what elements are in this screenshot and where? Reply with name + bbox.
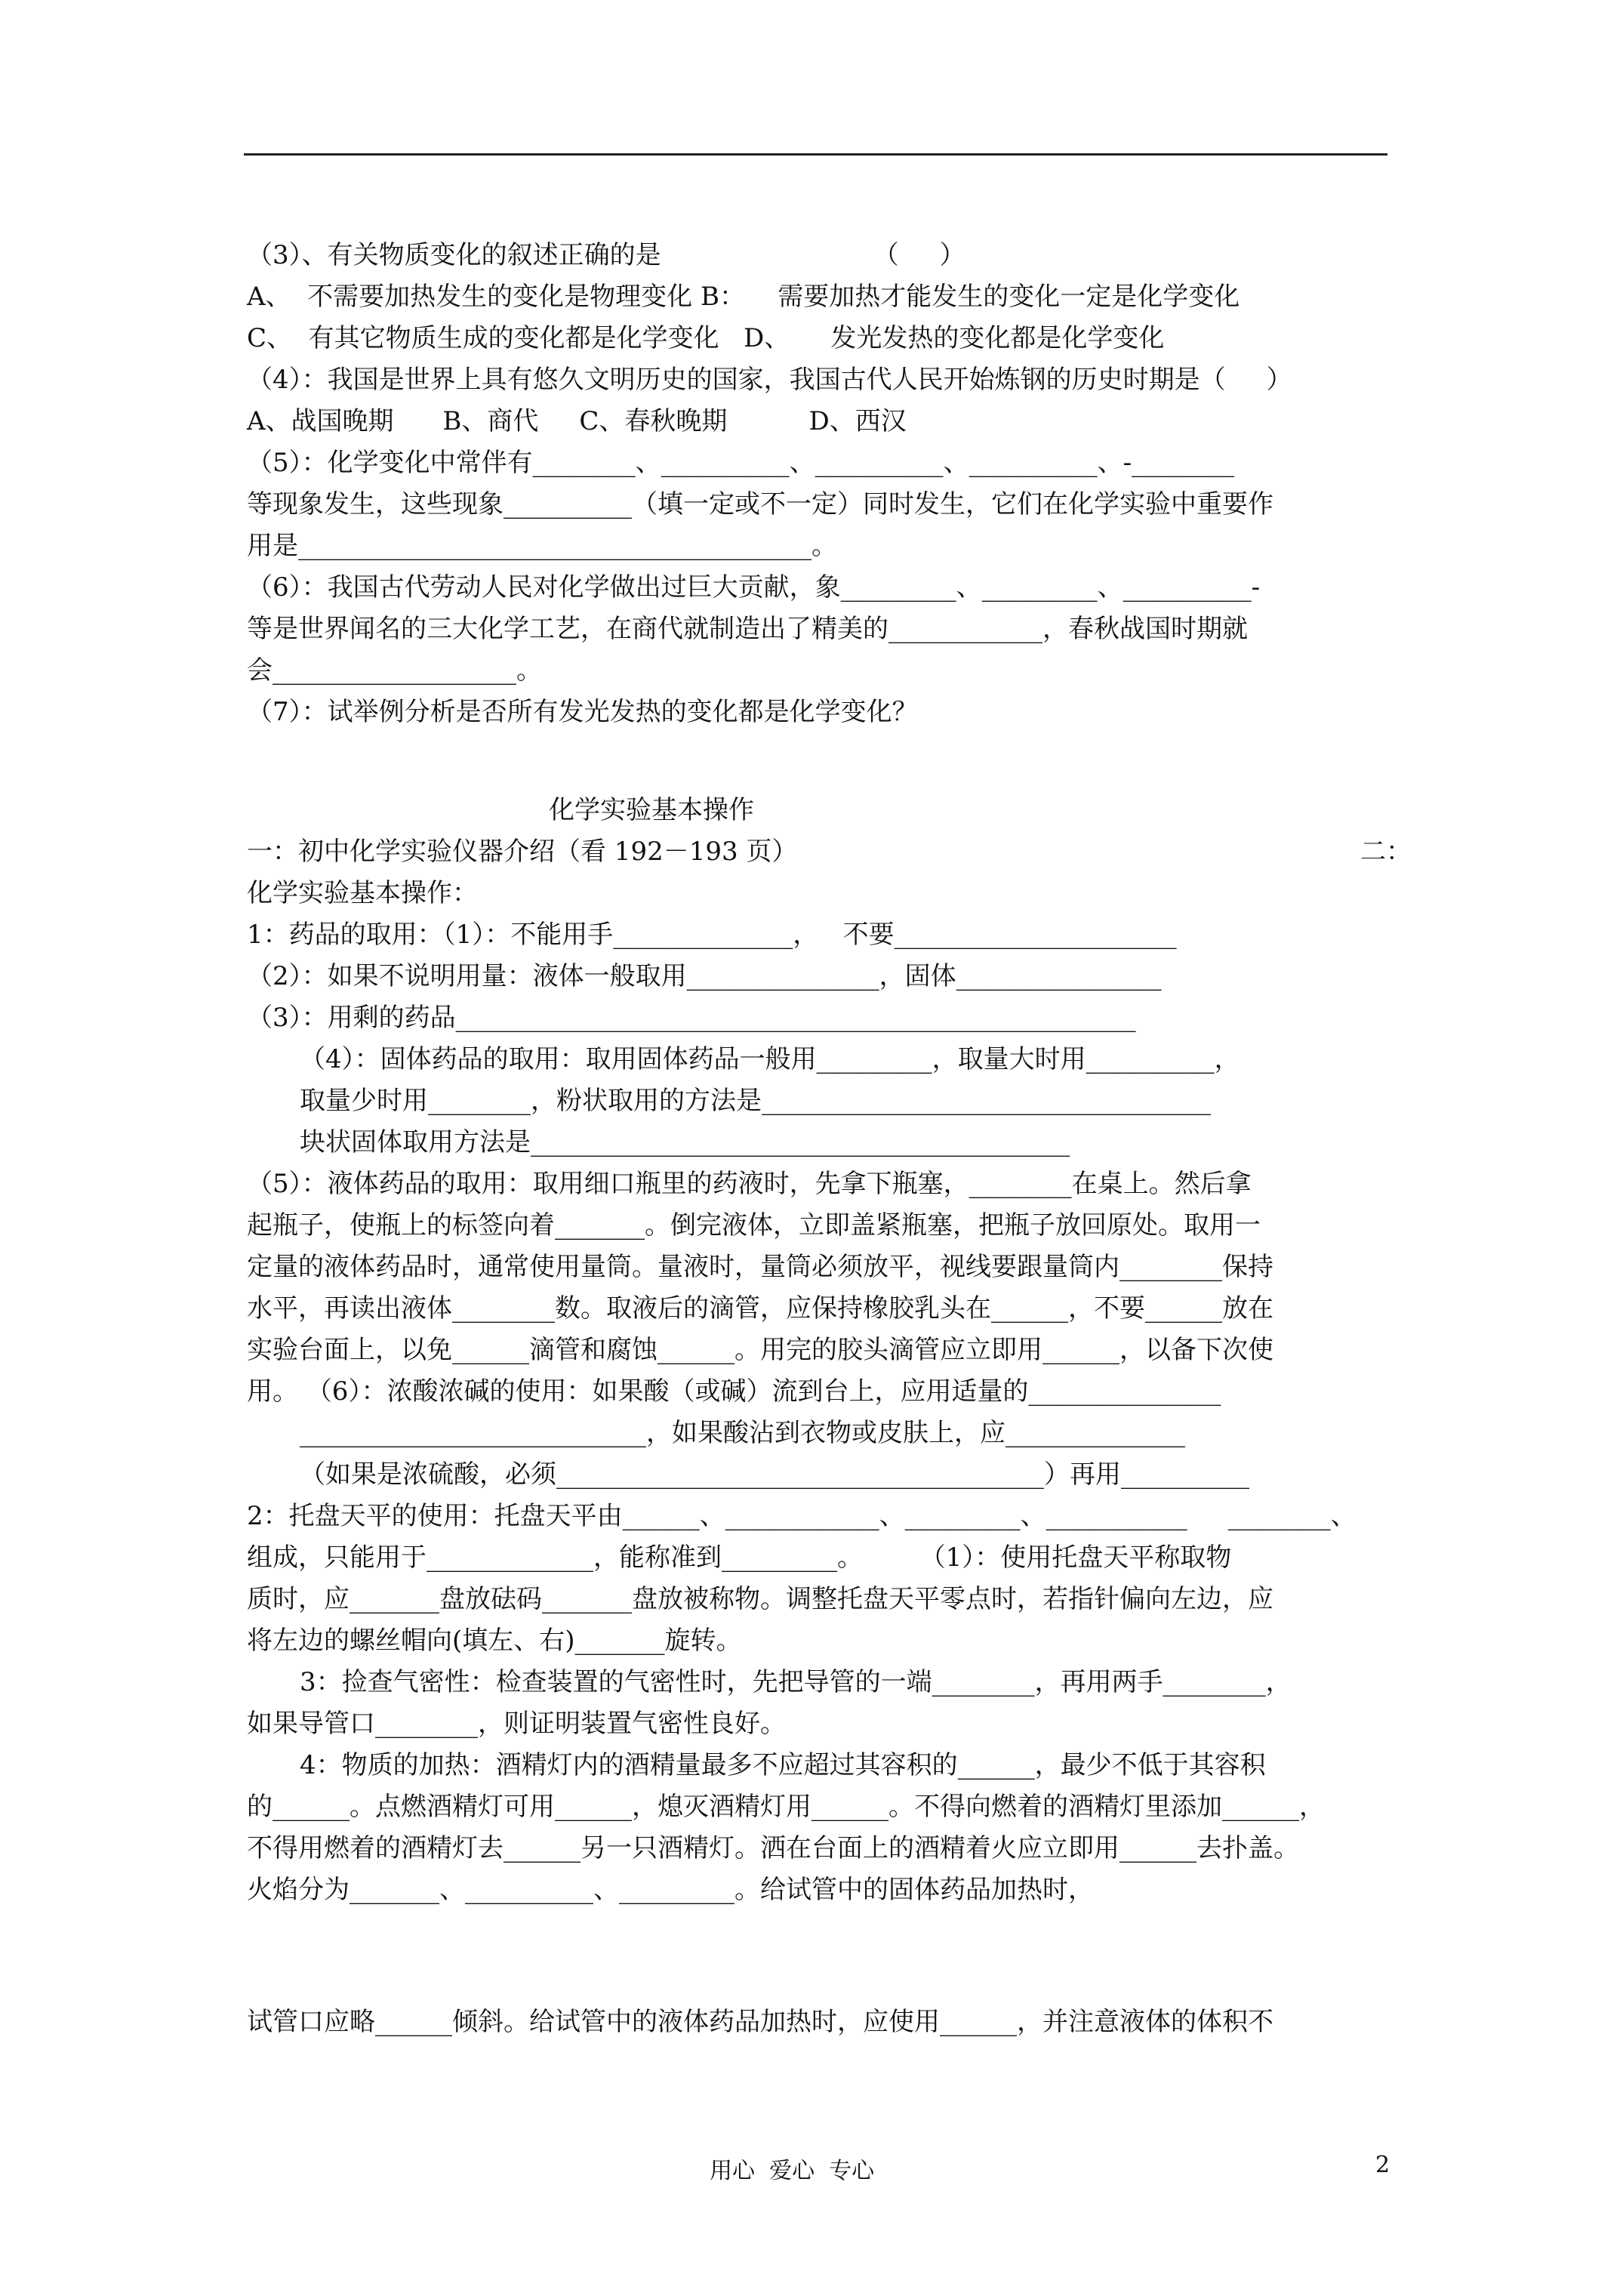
item-2-line-3: 质时，应_______盘放砝码_______盘放被称物。调整托盘天平零点时，若指针偏向左边，应 xyxy=(247,1584,1273,1614)
question-4: （4）：我国是世界上具有悠久文明历史的国家，我国古代人民开始炼钢的历史时期是（ ） xyxy=(247,365,1292,395)
item-4-line-5: 试管口应略______倾斜。给试管中的液体药品加热时，应使用______，并注意液体的体积不 xyxy=(247,2007,1273,2037)
item-1-4-line-2: 取量少时用________，粉状取用的方法是___________________________________ xyxy=(300,1086,1211,1116)
section-two-heading: 化学实验基本操作： xyxy=(247,878,478,908)
question-3: （3）、有关物质变化的叙述正确的是 （ ） xyxy=(247,240,965,270)
item-2-line-1: 2：托盘天平的使用：托盘天平由______、____________、_________、___________ ________、 xyxy=(247,1501,1357,1531)
page-number: 2 xyxy=(1375,2152,1390,2178)
question-5-line-2: 等现象发生，这些现象__________（填一定或不一定）同时发生，它们在化学实验中重要作 xyxy=(247,489,1273,519)
header-rule xyxy=(244,153,1387,156)
item-2-line-2: 组成，只能用于_____________，能称准到_________。 （1）：使用托盘天平称取物 xyxy=(247,1542,1232,1573)
item-1-5-line-2: 起瓶子，使瓶上的标签向着_______。倒完液体，立即盖紧瓶塞，把瓶子放回原处。取用一 xyxy=(247,1210,1261,1240)
question-4-options: A、战国晚期 B、商代 C、春秋晚期 D、西汉 xyxy=(247,406,907,436)
question-3-options-ab: A、 不需要加热发生的变化是物理变化 B： 需要加热才能发生的变化一定是化学变化 xyxy=(247,282,1240,312)
item-4-line-3: 不得用燃着的酒精灯去______另一只酒精灯。洒在台面上的酒精着火应立即用______去扑盖。 xyxy=(247,1833,1299,1863)
question-6-line-1: （6）：我国古代劳动人民对化学做出过巨大贡献，象_________、_________、__________- xyxy=(247,572,1261,603)
item-2-line-4: 将左边的螺丝帽向(填左、右)_______旋转。 xyxy=(247,1626,742,1656)
page-footer: 用心 爱心 专心 xyxy=(710,2158,875,2184)
item-1-2: （2）：如果不说明用量：液体一般取用_______________，固体________________ xyxy=(247,961,1162,991)
question-6-line-3: 会___________________。 xyxy=(247,655,542,686)
item-1-6-line-1: 用。 （6）：浓酸浓碱的使用：如果酸（或碱）流到台上，应用适量的_______________ xyxy=(247,1376,1221,1407)
item-1-6-line-2: ___________________________，如果酸沾到衣物或皮肤上，应______________ xyxy=(300,1418,1185,1448)
item-1-4-line-3: 块状固体取用方法是__________________________________________ xyxy=(300,1127,1070,1157)
section-title: 化学实验基本操作 xyxy=(549,795,754,825)
item-1-5-line-1: （5）：液体药品的取用：取用细口瓶里的药液时，先拿下瓶塞，________在桌上。然后拿 xyxy=(247,1169,1252,1199)
item-3-line-2: 如果导管口________，则证明装置气密性良好。 xyxy=(247,1709,786,1739)
item-1-5-line-4: 水平，再读出液体________数。取液后的滴管，应保持橡胶乳头在______，不要______放在 xyxy=(247,1293,1273,1324)
question-5-line-1: （5）：化学变化中常伴有________、__________、__________、__________、-________ xyxy=(247,448,1235,478)
item-3-line-1: 3：捡查气密性：检查装置的气密性时，先把导管的一端________，再用两手________， xyxy=(300,1667,1292,1697)
item-4-line-4: 火焰分为_______、__________、_________。给试管中的固体药品加热时， xyxy=(247,1875,1094,1905)
question-5-line-3: 用是________________________________________。 xyxy=(247,531,837,561)
item-1-1: 1：药品的取用：（1）：不能用手______________， 不要______________________ xyxy=(247,920,1177,950)
item-1-6-line-3: （如果是浓硫酸，必须______________________________________）再用__________ xyxy=(300,1459,1249,1490)
question-7: （7）：试举例分析是否所有发光发热的变化都是化学变化？ xyxy=(247,697,918,727)
item-1-4-line-1: （4）：固体药品的取用：取用固体药品一般用_________，取量大时用__________， xyxy=(300,1044,1240,1074)
question-6-line-2: 等是世界闻名的三大化学工艺，在商代就制造出了精美的____________，春秋战国时期就 xyxy=(247,614,1248,644)
item-1-5-line-5: 实验台面上，以免______滴管和腐蚀______。用完的胶头滴管应立即用______，以备下次使 xyxy=(247,1335,1273,1365)
section-one-heading: 一：初中化学实验仪器介绍（看 192－193 页） xyxy=(247,837,798,867)
item-4-line-1: 4：物质的加热：酒精灯内的酒精量最多不应超过其容积的______，最少不低于其容积 xyxy=(300,1750,1266,1780)
section-two-marker: 二： xyxy=(1360,837,1412,867)
item-1-3: （3）：用剩的药品_____________________________________________________ xyxy=(247,1003,1136,1033)
item-4-line-2: 的______。点燃酒精灯可用______，熄灭酒精灯用______。不得向燃着的酒精灯里添加______， xyxy=(247,1792,1325,1822)
item-1-5-line-3: 定量的液体药品时，通常使用量筒。量液时，量筒必须放平，视线要跟量筒内________保持 xyxy=(247,1252,1273,1282)
question-3-options-cd: C、 有其它物质生成的变化都是化学变化 D、 发光发热的变化都是化学变化 xyxy=(247,323,1165,353)
